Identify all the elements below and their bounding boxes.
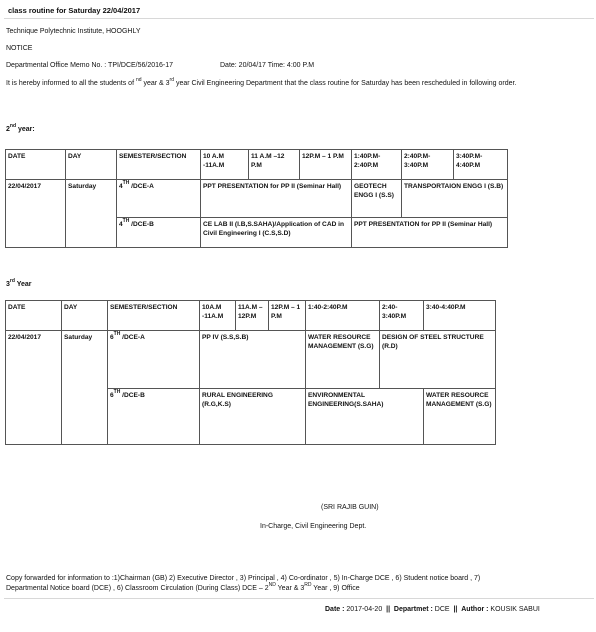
section-cell: 4TH /DCE-A: [117, 180, 201, 218]
memo-datetime: Date: 20/04/17 Time: 4:00 P.M: [220, 62, 315, 69]
header-cell: 12P.M – 1 P.M: [300, 150, 352, 180]
table-header-row: [6, 150, 508, 180]
year3-routine-table: [5, 300, 496, 445]
header-cell: DAY: [62, 301, 108, 331]
footer-dept: DCE: [434, 606, 450, 613]
memo-number: Departmental Office Memo No. : TPI/DCE/56/2016-17: [6, 62, 174, 69]
signature-name: (SRI RAJIB GUIN): [321, 504, 379, 511]
table-row: [6, 331, 496, 389]
day-cell: Saturday: [62, 331, 108, 445]
header-cell: 12P.M – 1 P.M: [269, 301, 306, 331]
section-cell: 4TH /DCE-B: [117, 218, 201, 248]
header-cell: SEMESTER/SECTION: [108, 301, 200, 331]
class-cell: PPT PRESENTATION for PP II (Seminar Hall): [201, 180, 352, 218]
title-divider: [4, 18, 594, 19]
section-cell: 6TH /DCE-B: [108, 389, 200, 445]
day-cell: Saturday: [66, 180, 117, 248]
header-cell: 1:40P.M- 2:40P.M: [352, 150, 402, 180]
table-header-row: [6, 301, 496, 331]
header-cell: 10 A.M -11A.M: [201, 150, 249, 180]
class-cell: RURAL ENGINEERING (R.G,K.S): [200, 389, 306, 445]
class-cell: PPT PRESENTATION for PP II (Seminar Hall): [352, 218, 508, 248]
table-row: [6, 180, 508, 218]
footer-meta: Date : 2017-04-20 || Departmet : DCE || Author : KOUSIK SABUI: [325, 606, 540, 613]
class-cell: TRANSPORTAION ENGG I (S.B): [402, 180, 508, 218]
class-cell: PP IV (S.S,S.B): [200, 331, 306, 389]
date-cell: 22/04/2017: [6, 180, 66, 248]
year3-heading: 3rd Year: [6, 278, 32, 288]
header-cell: 1:40-2:40P.M: [306, 301, 380, 331]
class-cell: ENVIRONMENTAL ENGINEERING(S.SAHA): [306, 389, 424, 445]
section-cell: 6TH /DCE-A: [108, 331, 200, 389]
notice-label: NOTICE: [6, 45, 33, 52]
header-cell: 2:40- 3:40P.M: [380, 301, 424, 331]
header-cell: 3:40P.M- 4:40P.M: [454, 150, 508, 180]
copy-forwarded-line1: Copy forwarded for information to :1)Chairman (GB) 2) Executive Director , 3) Principal , 4) Co-ordinator , 5) In-Charge DCE , 6) Student notice board , 7): [6, 575, 481, 582]
header-cell: 2:40P.M- 3:40P.M: [402, 150, 454, 180]
page-title: class routine for Saturday 22/04/2017: [8, 6, 141, 15]
copy-forwarded-line2: Departmental Notice board (DCE) , 6) Classroom Circulation (During Class) DCE – 2ND Year & 3RD Year , 9) Office: [6, 582, 360, 592]
header-cell: DAY: [66, 150, 117, 180]
class-cell: CE LAB II (I.B,S.SAHA)/Application of CAD in Civil Engineering I (C.S,S.D): [201, 218, 352, 248]
year2-routine-table: [5, 149, 508, 248]
header-cell: 11 A.M –12 P.M: [249, 150, 300, 180]
footer-divider: [4, 598, 594, 599]
header-cell: DATE: [6, 150, 66, 180]
notice-body: It is hereby informed to all the students of $^{nd}$ year & 3rd year Civil Engineering Department that the class routine for Saturday has been rescheduled in following order.: [6, 77, 517, 87]
institute-name: Technique Polytechnic Institute, HOOGHLY: [6, 28, 141, 35]
header-cell: 10A.M -11A.M: [200, 301, 236, 331]
header-cell: 11A.M – 12P.M: [236, 301, 269, 331]
year2-heading: 2nd year:: [6, 123, 35, 133]
date-cell: 22/04/2017: [6, 331, 62, 445]
class-cell: GEOTECH ENGG I (S.S): [352, 180, 402, 218]
class-cell: WATER RESOURCE MANAGEMENT (S.G): [306, 331, 380, 389]
footer-author: KOUSIK SABUI: [490, 606, 540, 613]
class-cell: DESIGN OF STEEL STRUCTURE (R.D): [380, 331, 496, 389]
signature-role: In-Charge, Civil Engineering Dept.: [260, 523, 367, 530]
header-cell: DATE: [6, 301, 62, 331]
header-cell: 3:40-4:40P.M: [424, 301, 496, 331]
class-cell: WATER RESOURCE MANAGEMENT (S.G): [424, 389, 496, 445]
footer-date: 2017-04-20: [346, 606, 383, 613]
header-cell: SEMESTER/SECTION: [117, 150, 201, 180]
